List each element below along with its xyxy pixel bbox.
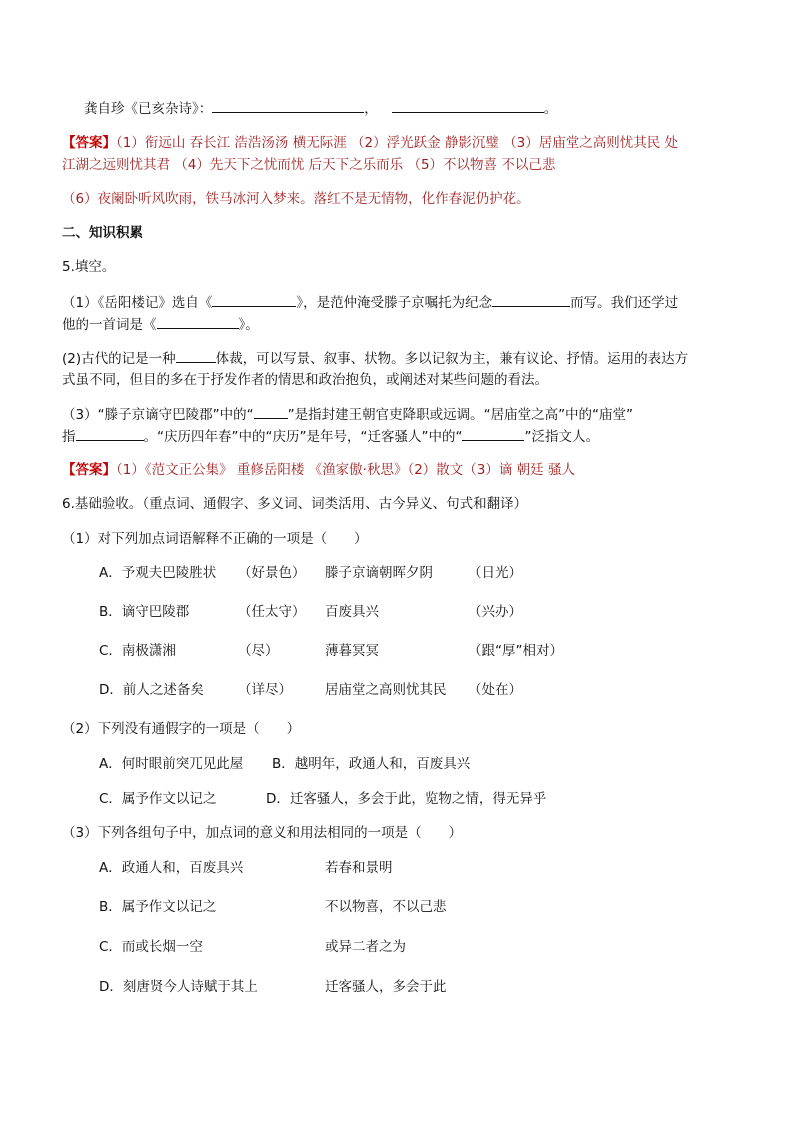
- q6-sub2-stem: （2）下列没有通假字的一项是（ ）: [62, 721, 301, 737]
- q5-part2-line2: 式虽不同，但目的多在于抒发作者的情思和政治抱负，或阐述对某些问题的看法。: [62, 372, 548, 388]
- blank: [462, 426, 524, 441]
- poem-fill-line: 龚自珍《已亥杂诗》： ， 。: [84, 98, 557, 119]
- blank: [157, 314, 239, 329]
- blank: [254, 404, 288, 419]
- q6-sub1-stem: （1）对下列加点词语解释不正确的一项是（ ）: [62, 531, 368, 547]
- answer-label: 【答案】: [62, 135, 116, 151]
- q5-part3-line2: 指 。“庆历四年春”中的“庆历”是年号，“迁客骚人”中的“ ”泛指文人。: [62, 426, 599, 447]
- q5-part1-line1: （1）《岳阳楼记》选自《 》，是范仲淹受滕子京嘱托为纪念 而写。我们还学过: [62, 292, 678, 313]
- answer-label: 【答案】: [62, 462, 116, 478]
- blank: [392, 98, 544, 113]
- answer-1-line-2: 江湖之远则忧其君 （4）先天下之忧而忧 后天下之乐而乐 （5）不以物喜 不以己悲: [62, 157, 556, 173]
- q5-part2-line1: (2)古代的记是一种 体裁，可以写景、叙事、状物。多以记叙为主，兼有议论、抒情。运用的表达方: [62, 348, 688, 369]
- q6-sub3-stem: （3）下列各组句子中，加点词的意义和用法相同的一项是（ ）: [62, 825, 463, 841]
- q5-part1-line2: 他的一首词是《 》。: [62, 314, 259, 335]
- poem-prefix: 龚自珍《已亥杂诗》：: [84, 101, 213, 117]
- blank: [76, 426, 144, 441]
- question-6-title: 6.基础验收。（重点词、通假字、多义词、词类活用、古今异义、句式和翻译）: [62, 496, 528, 512]
- blank: [212, 98, 364, 113]
- blank: [176, 348, 216, 363]
- blank: [492, 292, 570, 307]
- answer-1-line-3: （6）夜阑卧听风吹雨，铁马冰河入梦来。落红不是无情物，化作春泥仍护花。: [62, 191, 530, 207]
- answer-block-1: 【答案】（1）衔远山 吞长江 浩浩汤汤 横无际涯 （2）浮光跃金 静影沉璧 （3）居庙堂之高则忧其民 处: [62, 135, 679, 151]
- question-5-title: 5.填空。: [62, 259, 116, 275]
- q5-part3-line1: （3）“滕子京谪守巴陵郡”中的“ ”是指封建王朝官吏降职或远调。“居庙堂之高”中的“庙堂”: [62, 404, 633, 425]
- section-title: 二、知识积累: [62, 225, 143, 241]
- blank: [212, 292, 296, 307]
- answer-block-2: 【答案】（1）《范文正公集》 重修岳阳楼 《渔家傲·秋思》（2）散文（3）谪 朝廷 骚人: [62, 462, 575, 478]
